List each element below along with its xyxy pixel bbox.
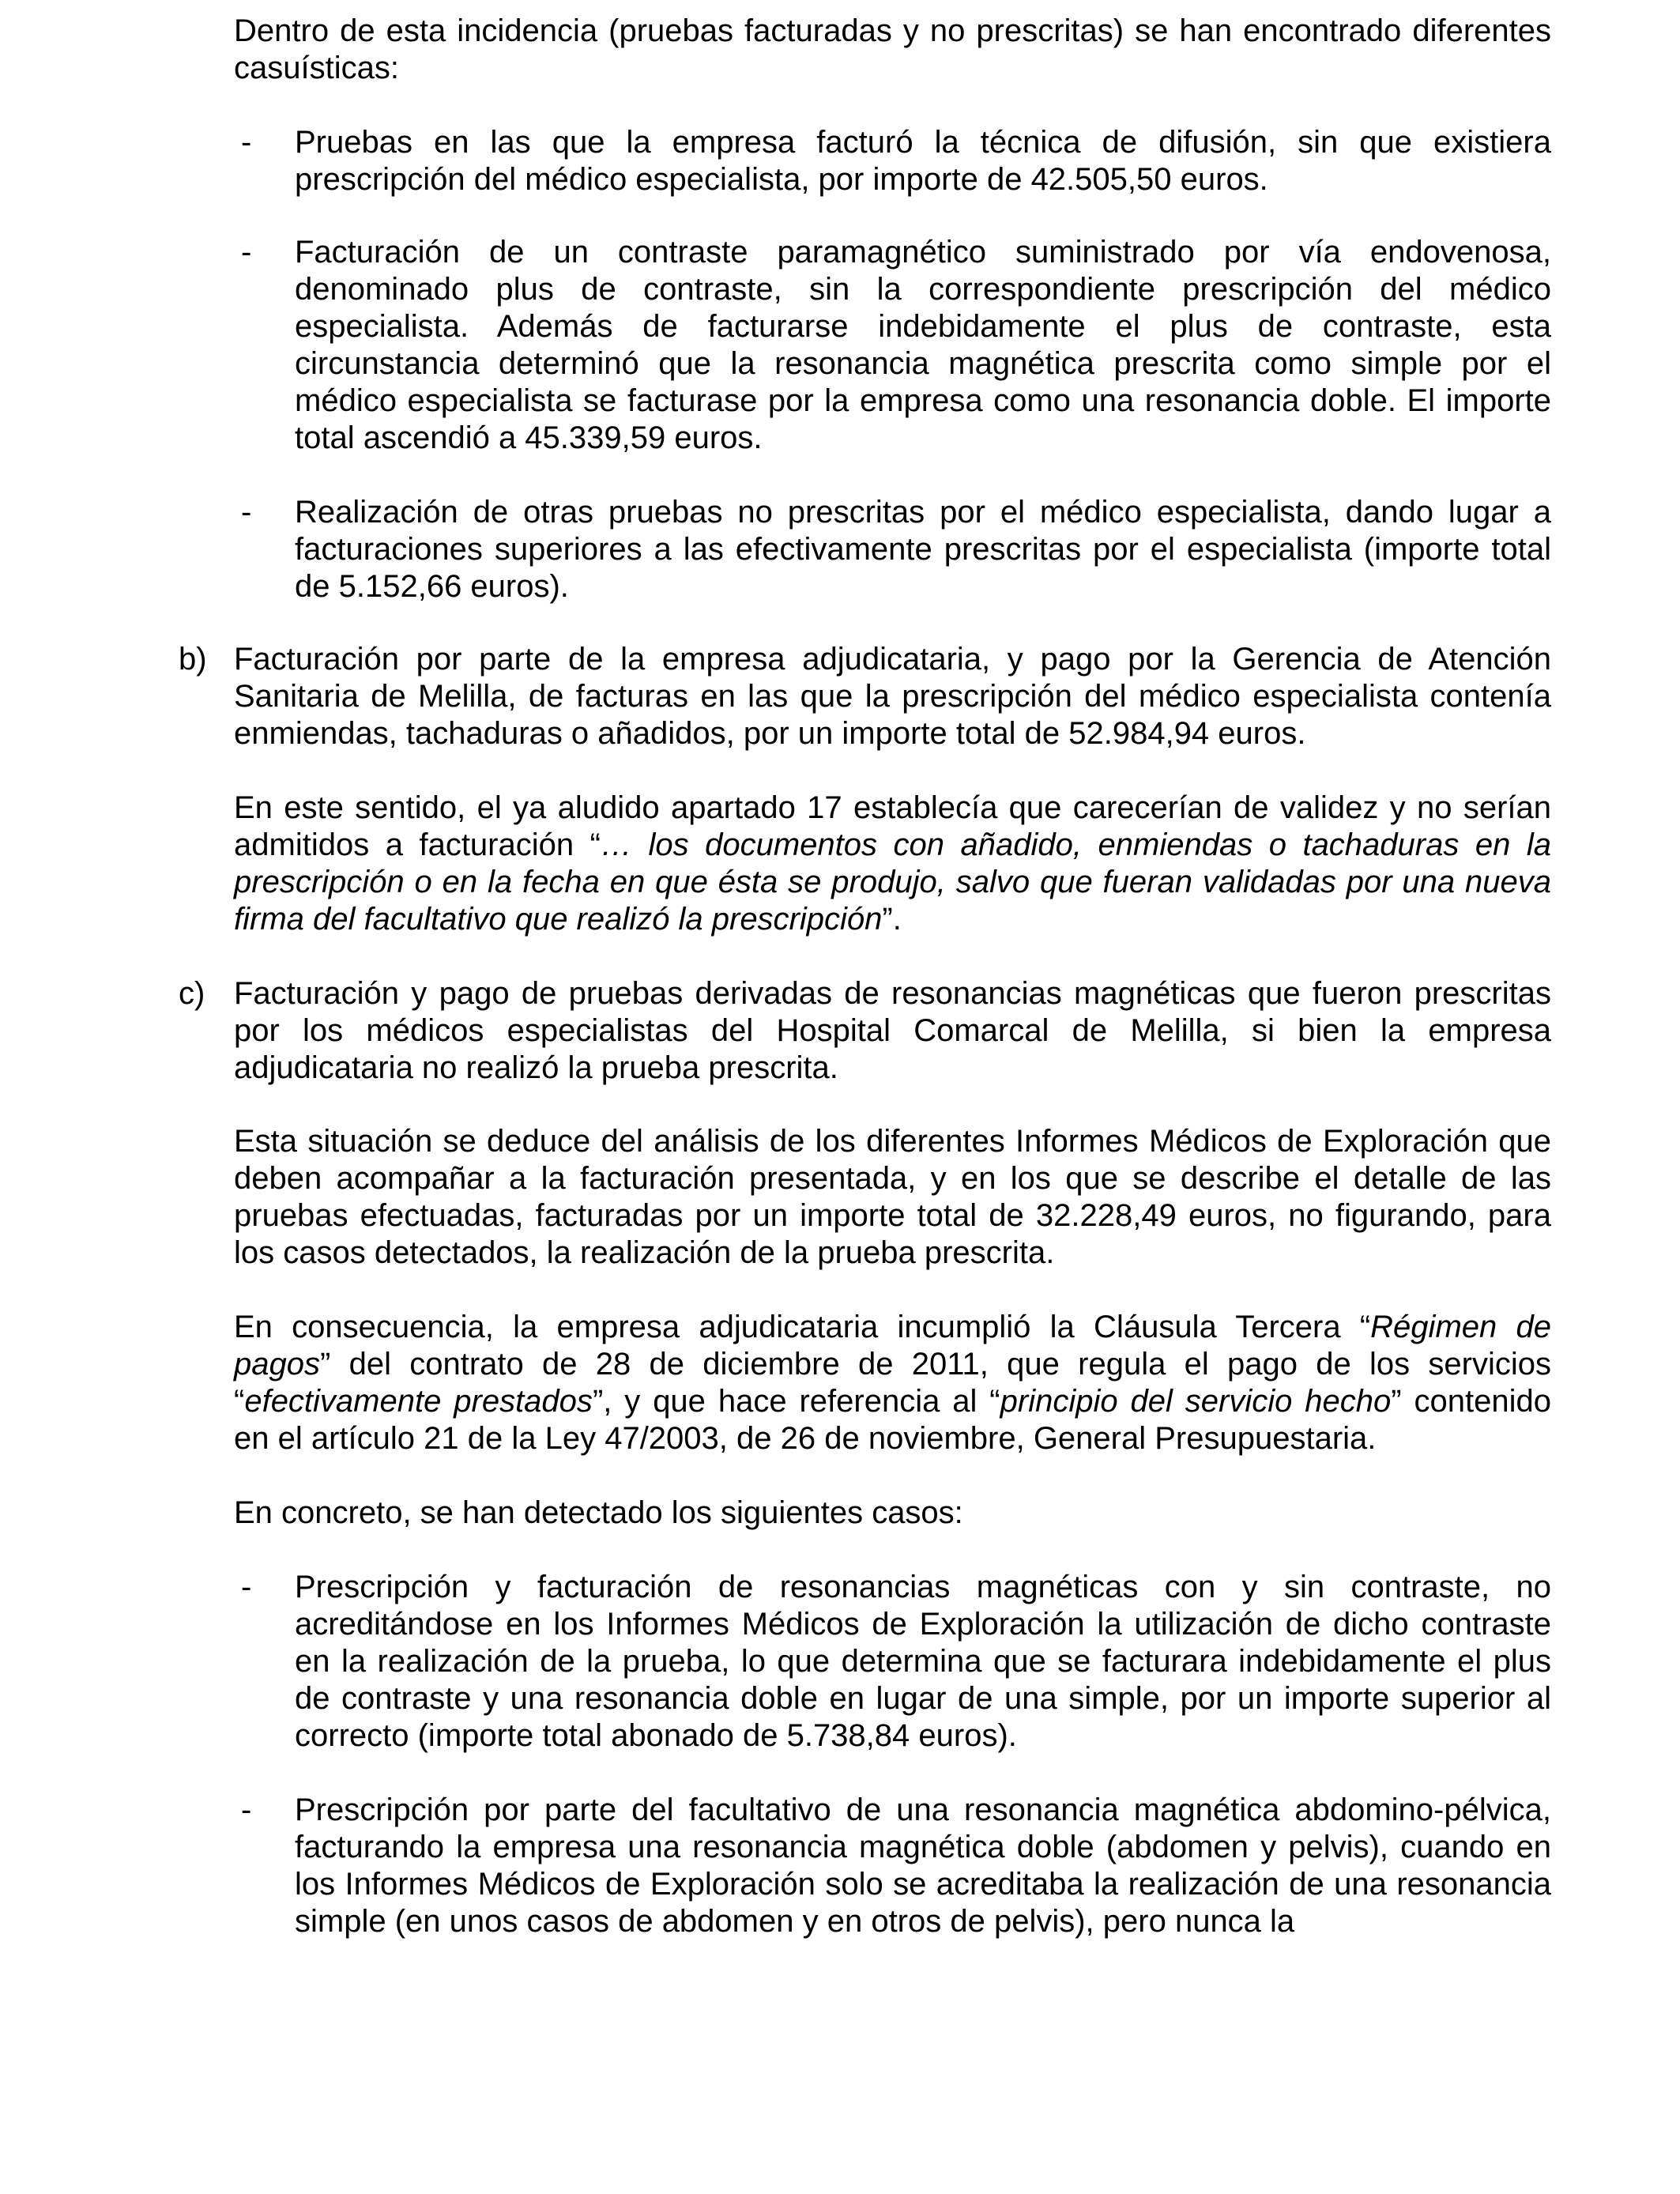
section-c-paragraph: Facturación y pago de pruebas derivadas de resonancias magnéticas que fueron prescritas por los médicos especialistas del Hospital Comarcal de Melilla, si bien la empresa adjudicataria no realizó la prueba prescrita. [234, 976, 1551, 1085]
quote-italic: … los documentos con añadido, enmiendas o tachaduras en la prescripción o en la fecha en que ésta se produjo, salvo que fueran validadas por una nueva firma del facultativo que realizó la prescripción [234, 827, 1551, 937]
clause-text-1: En consecuencia, la empresa adjudicataria incumplió la Cláusula Tercera “ [234, 1310, 1371, 1344]
section-c-clause-paragraph [234, 1309, 1551, 1457]
section-b-paragraph: Facturación por parte de la empresa adjudicataria, y pago por la Gerencia de Atención Sanitaria de Melilla, de facturas en las que la prescripción del médico especialista contenía enmiendas, tachaduras o añadidos, por un importe total de 52.984,94 euros. [234, 642, 1551, 751]
bullet-contraste-no-acreditado: Prescripción y facturación de resonancias magnéticas con y sin contraste, no acreditándose en los Informes Médicos de Exploración la utilización de dicho contraste en la realización de la prueba, lo que determina que se facturara indebidamente el plus de contraste y una resonancia doble en lugar de una simple, por un importe superior al correcto (importe total abonado de 5.738,84 euros). [295, 1570, 1551, 1753]
bullet-dash: - [241, 1793, 252, 1827]
bullet-dash: - [241, 235, 252, 270]
quote-lead: En este sentido, el ya aludido apartado 17 establecía que carecerían de validez y no serían admitidos a facturación “ [234, 790, 1551, 862]
bullet-dash: - [241, 1570, 252, 1604]
bullet-abdomino-pelvica: Prescripción por parte del facultativo de una resonancia magnética abdomino-pélvica, facturando la empresa una resonancia magnética doble (abdomen y pelvis), cuando en los Informes Médicos de Exploración solo se acreditaba la realización de una resonancia simple (en unos casos de abdomen y en otros de pelvis), pero nunca la [295, 1793, 1551, 1939]
clause-text-2: ” del contrato de 28 de diciembre de 2011, que regula el pago de los servicios “ [234, 1347, 1551, 1419]
clause-text-3: ”, y que hace referencia al “ [592, 1384, 1000, 1419]
clause-text-4: ” contenido en el artículo 21 de la Ley 47/2003, de 26 de noviembre, General Presupuestaria. [234, 1384, 1551, 1456]
section-c-marker: c) [179, 976, 205, 1011]
bullet-dash: - [241, 495, 252, 530]
section-b-quote-paragraph [234, 790, 1551, 938]
section-c-analysis-paragraph: Esta situación se deduce del análisis de los diferentes Informes Médicos de Exploración que deben acompañar a la facturación presentada, y en los que se describe el detalle de las pruebas efectuadas, facturadas por un importe total de 32.228,49 euros, no figurando, para los casos detectados, la realización de la prueba prescrita. [234, 1124, 1551, 1270]
bullet-difusion: Pruebas en las que la empresa facturó la técnica de difusión, sin que existiera prescripción del médico especialista, por importe de 42.505,50 euros. [295, 125, 1551, 197]
bullet-plus-contraste: Facturación de un contraste paramagnético suministrado por vía endovenosa, denominado plus de contraste, sin la correspondiente prescripción del médico especialista. Además de facturarse indebidamente el plus de contraste, esta circunstancia determinó que la resonancia magnética prescrita como simple por el médico especialista se facturase por la empresa como una resonancia doble. El importe total ascendió a 45.339,59 euros. [295, 235, 1551, 455]
section-c-cases-intro: En concreto, se han detectado los siguientes casos: [234, 1495, 963, 1530]
clause-italic-3: principio del servicio hecho [1000, 1384, 1392, 1419]
quote-close: ”. [882, 902, 902, 937]
bullet-otras-pruebas: Realización de otras pruebas no prescritas por el médico especialista, dando lugar a facturaciones superiores a las efectivamente prescritas por el especialista (importe total de 5.152,66 euros). [295, 495, 1551, 604]
clause-italic-1: Régimen de pagos [234, 1310, 1551, 1382]
intro-paragraph: Dentro de esta incidencia (pruebas facturadas y no prescritas) se han encontrado diferentes casuísticas: [234, 13, 1551, 85]
clause-italic-2: efectivamente prestados [244, 1384, 593, 1419]
section-b-marker: b) [179, 642, 207, 677]
bullet-dash: - [241, 125, 252, 160]
